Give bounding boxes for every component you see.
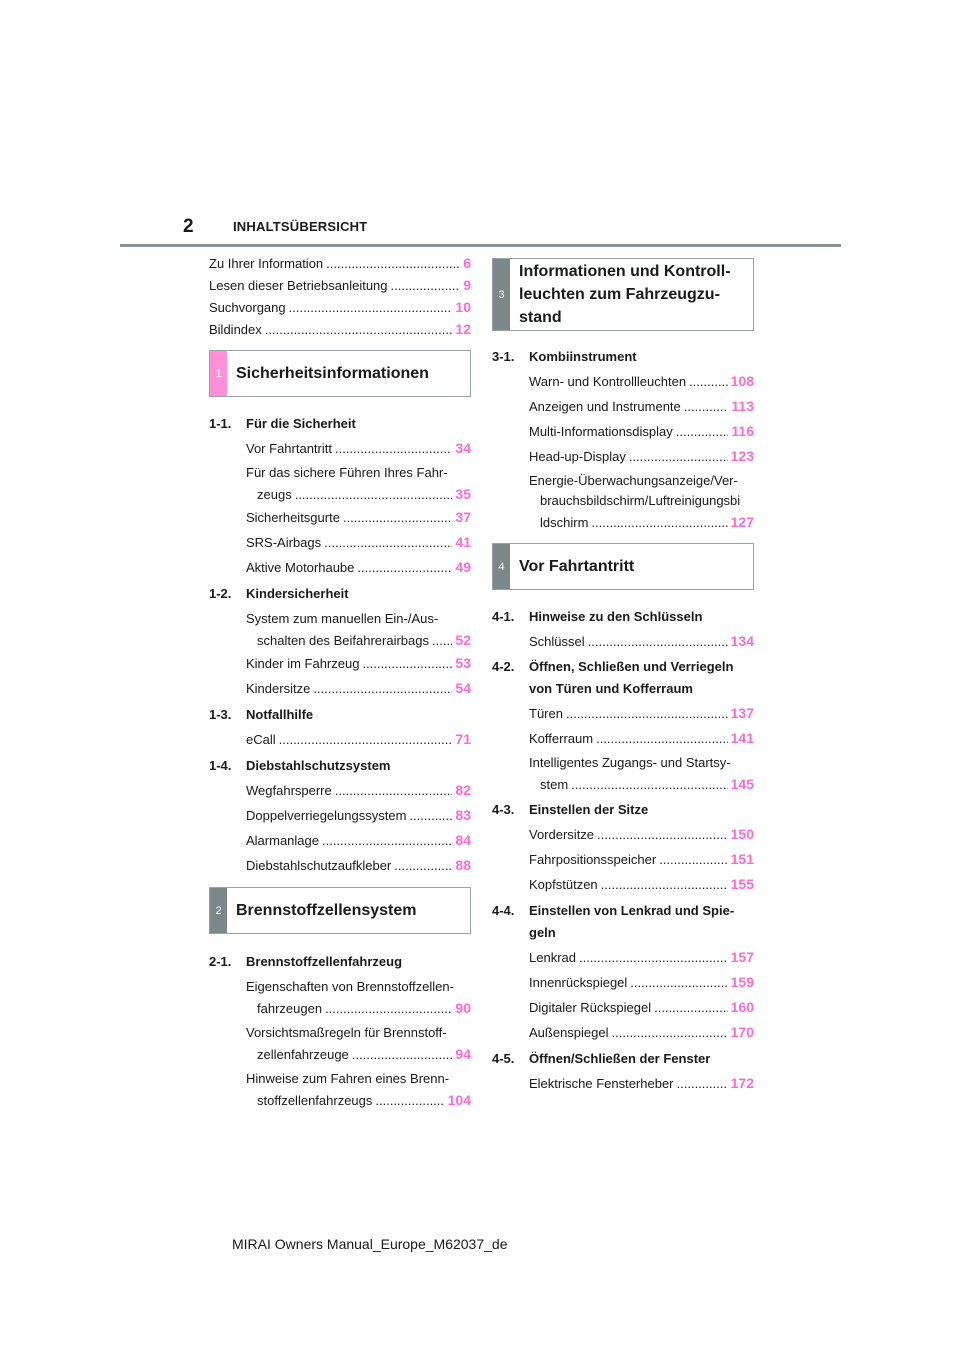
- page-link[interactable]: 10: [455, 299, 471, 315]
- page-link[interactable]: 170: [730, 1024, 754, 1040]
- section-heading[interactable]: 4-2. Öffnen, Schließen und Verriegeln von Türen und Kofferraum: [492, 659, 734, 696]
- toc-entry[interactable]: Wegfahrsperre ..... 82: [209, 778, 471, 803]
- toc-entry[interactable]: SRS-Airbags ..... 41: [209, 530, 471, 555]
- page-link[interactable]: 155: [730, 876, 754, 892]
- toc-entry[interactable]: Alarmanlage ..... 84: [209, 828, 471, 853]
- page-link[interactable]: 141: [730, 730, 754, 746]
- chapter-4-sections: [492, 605, 754, 1096]
- section-heading[interactable]: 2-1. Brennstoffzellenfahrzeug: [209, 954, 403, 969]
- chapter-1-sections: [209, 412, 471, 878]
- section-heading[interactable]: 4-3. Einstellen der Sitze: [492, 802, 649, 817]
- toc-entry[interactable]: Aktive Motorhaube ..... 49: [209, 555, 471, 580]
- page-number: 2: [183, 216, 194, 237]
- dot-leader: [289, 297, 453, 319]
- page-link[interactable]: 127: [730, 514, 754, 530]
- page-link[interactable]: 137: [730, 705, 754, 721]
- page-link[interactable]: 6: [463, 255, 471, 271]
- toc-label: Zu Ihrer Information: [209, 256, 324, 271]
- toc-entry[interactable]: Elektrische Fensterheber ..... 172: [492, 1071, 754, 1096]
- footer-document-id: MIRAI Owners Manual_Europe_M62037_de: [232, 1236, 508, 1252]
- page-link[interactable]: 159: [730, 974, 754, 990]
- page-link[interactable]: 160: [730, 999, 754, 1015]
- page-link[interactable]: 83: [455, 807, 471, 823]
- toc-entry[interactable]: Doppelverriegelungssystem ..... 83: [209, 803, 471, 828]
- toc-entry[interactable]: Diebstahlschutzaufkleber ..... 88: [209, 853, 471, 878]
- toc-entry[interactable]: Fahrpositionsspeicher ..... 151: [492, 847, 754, 872]
- page-link[interactable]: 84: [455, 832, 471, 848]
- page-link[interactable]: 71: [455, 731, 471, 747]
- page-link[interactable]: 134: [730, 633, 754, 649]
- page-link[interactable]: 49: [455, 559, 471, 575]
- header-title: INHALTSÜBERSICHT: [233, 219, 368, 234]
- chapter-tab: 1: [210, 351, 227, 396]
- toc-entry[interactable]: Kindersitze ..... 54: [209, 676, 471, 701]
- chapter-title: Vor Fahrtantritt: [519, 557, 635, 575]
- toc-link-bildindex[interactable]: [209, 318, 471, 340]
- toc-entry[interactable]: Vorsichtsmaßregeln für Brennstoff- zellenfahrzeuge ..... 94: [209, 1023, 471, 1065]
- toc-entry[interactable]: Head-up-Display ..... 123: [492, 444, 754, 469]
- toc-label: Lesen dieser Betriebsanleitung: [209, 278, 388, 293]
- toc-entry[interactable]: Für das sichere Führen Ihres Fahr- zeugs ..... 35: [209, 463, 471, 505]
- toc-entry[interactable]: Vor Fahrtantritt ..... 34: [209, 436, 471, 461]
- page-link[interactable]: 41: [455, 534, 471, 550]
- section-heading[interactable]: 1-3. Notfallhilfe: [209, 707, 314, 722]
- section-heading[interactable]: 4-4. Einstellen von Lenkrad und Spie- geln: [492, 903, 735, 940]
- page-link[interactable]: 123: [730, 448, 754, 464]
- toc-entry[interactable]: Intelligentes Zugangs- und Startsy- stem ..... 145: [492, 753, 754, 795]
- chapter-title: Informationen und Kontroll- leuchten zum Fahrzeugzu- stand: [519, 263, 731, 326]
- toc-entry[interactable]: System zum manuellen Ein-/Aus- schalten des Beifahrerairbags ..... 52: [209, 609, 471, 651]
- page-link[interactable]: 12: [455, 321, 471, 337]
- section-heading[interactable]: 1-2. Kindersicherheit: [209, 586, 349, 601]
- toc-entry[interactable]: Warn- und Kontrollleuchten ..... 108: [492, 369, 754, 394]
- page-link[interactable]: 53: [455, 655, 471, 671]
- page-link[interactable]: 113: [731, 398, 754, 414]
- intro-list: [209, 252, 471, 340]
- toc-entry[interactable]: Schlüssel ..... 134: [492, 629, 754, 654]
- page-link[interactable]: 157: [730, 949, 754, 965]
- page-link[interactable]: 34: [455, 440, 471, 456]
- toc-entry[interactable]: Kofferraum ..... 141: [492, 726, 754, 751]
- page-link[interactable]: 108: [730, 373, 754, 389]
- page-link[interactable]: 94: [455, 1046, 471, 1062]
- toc-entry[interactable]: Eigenschaften von Brennstoffzellen- fahrzeugen ..... 90: [209, 977, 471, 1019]
- chapter-4-header[interactable]: [492, 543, 754, 590]
- page-link[interactable]: 150: [730, 826, 754, 842]
- chapter-title: Brennstoffzellensystem: [236, 901, 417, 919]
- page-link[interactable]: 88: [455, 857, 471, 873]
- page-link[interactable]: 90: [455, 1000, 471, 1016]
- toc-link-zu-ihrer-information[interactable]: [209, 252, 471, 274]
- section-heading[interactable]: 4-5. Öffnen/Schließen der Fenster: [492, 1051, 711, 1066]
- toc-entry[interactable]: Kinder im Fahrzeug ..... 53: [209, 651, 471, 676]
- page-link[interactable]: 104: [447, 1092, 471, 1108]
- section-heading[interactable]: 1-4. Diebstahlschutzsystem: [209, 758, 391, 773]
- page-link[interactable]: 37: [455, 509, 471, 525]
- page-link[interactable]: 116: [731, 423, 754, 439]
- toc-entry[interactable]: Außenspiegel ..... 170: [492, 1020, 754, 1045]
- toc-link-lesen-dieser-betriebsanleitung[interactable]: [209, 274, 471, 296]
- section-heading[interactable]: 1-1. Für die Sicherheit: [209, 416, 356, 431]
- toc-link-suchvorgang[interactable]: [209, 296, 471, 318]
- page-link[interactable]: 82: [455, 782, 471, 798]
- chapter-tab: 3: [493, 259, 510, 330]
- toc-entry[interactable]: Innenrückspiegel ..... 159: [492, 970, 754, 995]
- toc-right-column: [492, 258, 754, 1096]
- chapter-tab: 2: [210, 888, 227, 933]
- page-link[interactable]: 151: [730, 851, 754, 867]
- chapter-3-header[interactable]: [492, 258, 754, 331]
- toc-entry[interactable]: Sicherheitsgurte ..... 37: [209, 505, 471, 530]
- toc-entry[interactable]: Hinweise zum Fahren eines Brenn- stoffzellenfahrzeugs ..... 104: [209, 1069, 471, 1111]
- toc-entry[interactable]: Türen ..... 137: [492, 701, 754, 726]
- toc-entry[interactable]: Anzeigen und Instrumente ..... 113: [492, 394, 754, 419]
- page-link[interactable]: 35: [455, 486, 471, 502]
- dot-leader: [326, 253, 460, 275]
- page-link[interactable]: 145: [730, 776, 754, 792]
- toc-entry[interactable]: eCall ..... 71: [209, 727, 471, 752]
- page-link[interactable]: 54: [455, 680, 471, 696]
- toc-entry[interactable]: Vordersitze ..... 150: [492, 822, 754, 847]
- dot-leader: [391, 275, 461, 297]
- toc-entry[interactable]: Energie-Überwachungsanzeige/Ver- brauchsbildschirm/Luftreinigungsbi ldschirm ..... 127: [492, 471, 754, 533]
- chapter-1-header[interactable]: [209, 350, 471, 397]
- chapter-title: Sicherheitsinformationen: [236, 364, 429, 382]
- toc-entry[interactable]: Lenkrad ..... 157: [492, 945, 754, 970]
- page-link[interactable]: 9: [463, 277, 471, 293]
- section-heading[interactable]: 3-1. Kombiinstrument: [492, 349, 637, 364]
- toc-left-column: [209, 252, 471, 1111]
- page-link[interactable]: 172: [730, 1075, 754, 1091]
- toc-entry[interactable]: Kopfstützen ..... 155: [492, 872, 754, 897]
- chapter-tab: 4: [493, 544, 510, 589]
- toc-entry[interactable]: Multi-Informationsdisplay ..... 116: [492, 419, 754, 444]
- chapter-2-sections: [209, 950, 471, 1111]
- chapter-3-sections: [492, 345, 754, 533]
- toc-entry[interactable]: Digitaler Rückspiegel ..... 160: [492, 995, 754, 1020]
- chapter-2-header[interactable]: [209, 887, 471, 934]
- page-link[interactable]: 52: [455, 632, 471, 648]
- dot-leader: [265, 319, 453, 341]
- toc-label: Suchvorgang: [209, 300, 286, 315]
- toc-label: Bildindex: [209, 322, 262, 337]
- header-rule: [120, 244, 841, 247]
- section-heading[interactable]: 4-1. Hinweise zu den Schlüsseln: [492, 609, 703, 624]
